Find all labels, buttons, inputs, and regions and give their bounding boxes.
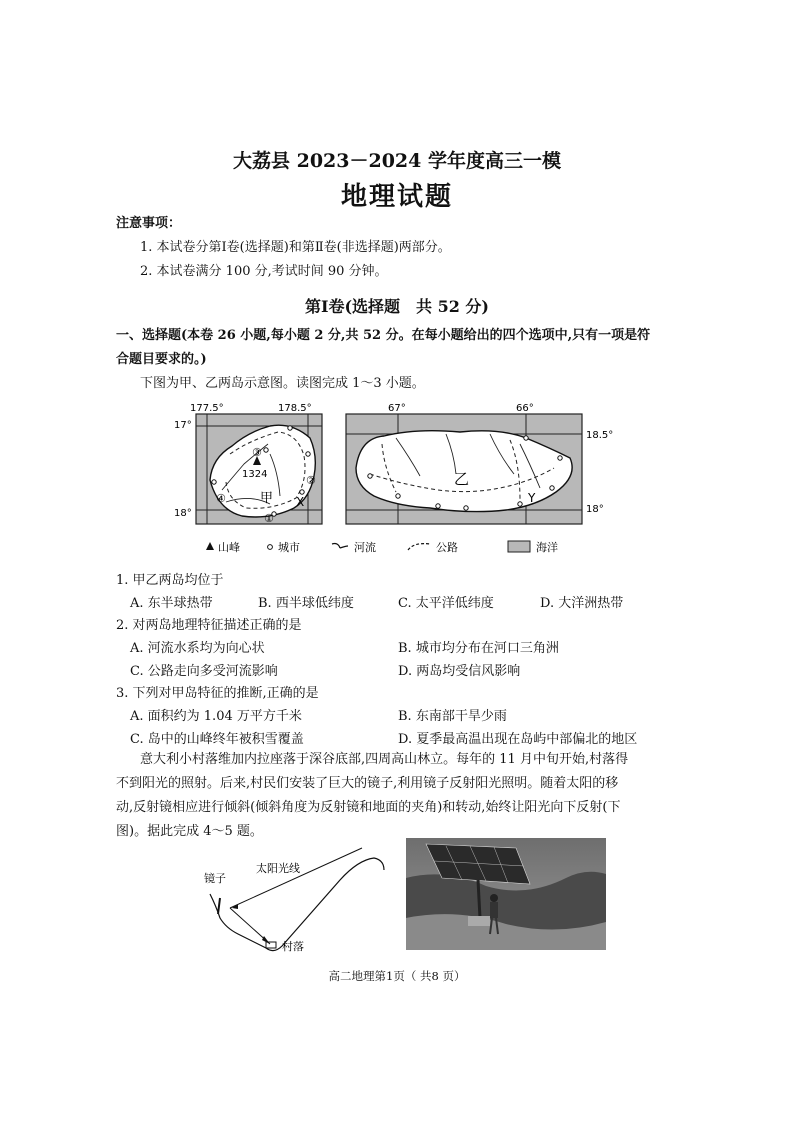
question-2-option-b[interactable]: B. 城市均分布在河口三角洲	[398, 641, 559, 656]
legend-river: 河流	[354, 541, 376, 554]
question-3-option-c[interactable]: C. 岛中的山峰终年被积雪覆盖	[130, 732, 304, 747]
notes-heading: 注意事项：	[116, 216, 182, 231]
question-1-option-a[interactable]: A. 东半球热带	[130, 596, 213, 611]
question-2-stem: 2. 对两岛地理特征描述正确的是	[116, 618, 302, 633]
island-a-panel	[196, 414, 322, 525]
question-3-option-d[interactable]: D. 夏季最高温出现在岛屿中部偏北的地区	[398, 732, 638, 747]
passage-line-1: 意大利小村落维加内拉座落于深谷底部,四周高山林立。每年的 11 月中旬开始,村落得	[140, 752, 629, 767]
peak-legend-icon	[206, 542, 214, 550]
question-2-option-c[interactable]: C. 公路走向多受河流影响	[130, 664, 278, 679]
passage-line-3: 动,反射镜相应进行倾斜(倾斜角度为反射镜和地面的夹角)和转动,始终让阳光向下反射(下	[116, 800, 621, 815]
instruction-line-1: 一、选择题(本卷 26 小题,每小题 2 分,共 52 分。在每小题给出的四个选项中,只有一项是符	[116, 328, 651, 343]
marker-3: ③	[252, 446, 262, 459]
exam-title: 大荔县 2023－2024 学年度高三一模	[233, 150, 561, 172]
passage-line-2: 不到阳光的照射。后来,村民们安装了巨大的镜子,利用镜子反射阳光照明。随着太阳的移	[116, 776, 619, 791]
question-1-option-d[interactable]: D. 大洋洲热带	[540, 596, 624, 611]
lon-label: 177.5°	[190, 403, 224, 414]
notes-item-1: 1. 本试卷分第Ⅰ卷(选择题)和第Ⅱ卷(非选择题)两部分。	[140, 240, 451, 255]
city-legend-icon	[268, 545, 273, 550]
lat-label: 18.5°	[586, 430, 614, 441]
marker-2: ②	[306, 474, 316, 487]
marker-1: ①	[264, 512, 274, 525]
question-3-stem: 3. 下列对甲岛特征的推断,正确的是	[116, 686, 319, 701]
legend-peak: 山峰	[218, 541, 240, 554]
mirror-shape	[218, 898, 220, 914]
question-1-option-c[interactable]: C. 太平洋低纬度	[398, 596, 494, 611]
question-2-option-a[interactable]: A. 河流水系均为向心状	[130, 641, 265, 656]
river-legend-icon	[332, 544, 348, 549]
lat-label: 18°	[586, 504, 604, 515]
instruction-line-2: 合题目要求的。)	[116, 352, 207, 367]
marker-4: ④	[216, 492, 226, 505]
mirror-diagram	[190, 836, 400, 960]
map-intro: 下图为甲、乙两岛示意图。读图完成 1～3 小题。	[140, 376, 425, 391]
lon-label: 66°	[516, 403, 534, 414]
map-legend	[206, 540, 558, 554]
road-legend-icon	[408, 544, 430, 550]
legend-ocean: 海洋	[536, 541, 558, 554]
question-1-option-b[interactable]: B. 西半球低纬度	[258, 596, 354, 611]
island-b-panel	[346, 414, 582, 524]
mark-y: Y	[528, 491, 536, 505]
section-title: 第Ⅰ卷(选择题 共 52 分)	[304, 297, 490, 316]
legend-road: 公路	[436, 541, 458, 554]
lat-label: 18°	[174, 508, 192, 519]
exam-subject-title: 地理试题	[340, 182, 453, 212]
lon-label: 178.5°	[278, 403, 312, 414]
legend-city: 城市	[278, 541, 300, 554]
lon-label: 67°	[388, 403, 406, 414]
mark-x: X	[296, 495, 305, 509]
label-mirror: 镜子	[204, 872, 226, 885]
ocean-legend-icon	[508, 541, 530, 552]
passage-line-4: 图)。据此完成 4～5 题。	[116, 824, 263, 839]
question-3-option-a[interactable]: A. 面积约为 1.04 万平方千米	[130, 709, 302, 724]
lat-label: 17°	[174, 420, 192, 431]
question-1-stem: 1. 甲乙两岛均位于	[116, 573, 224, 588]
island-b-label: 乙	[454, 470, 470, 488]
page-footer: 高二地理第1页（ 共8 页）	[328, 969, 466, 983]
peak-elevation: 1324	[242, 469, 268, 480]
island-a-label: 甲	[260, 491, 274, 506]
island-map-figure	[170, 398, 620, 566]
question-3-option-b[interactable]: B. 东南部干旱少雨	[398, 709, 507, 724]
notes-item-2: 2. 本试卷满分 100 分,考试时间 90 分钟。	[140, 264, 388, 279]
mirror-photo	[406, 838, 606, 950]
label-sunlight: 太阳光线	[256, 862, 300, 875]
label-village: 村落	[282, 940, 304, 953]
question-2-option-d[interactable]: D. 两岛均受信风影响	[398, 664, 521, 679]
village-shape	[266, 942, 276, 948]
